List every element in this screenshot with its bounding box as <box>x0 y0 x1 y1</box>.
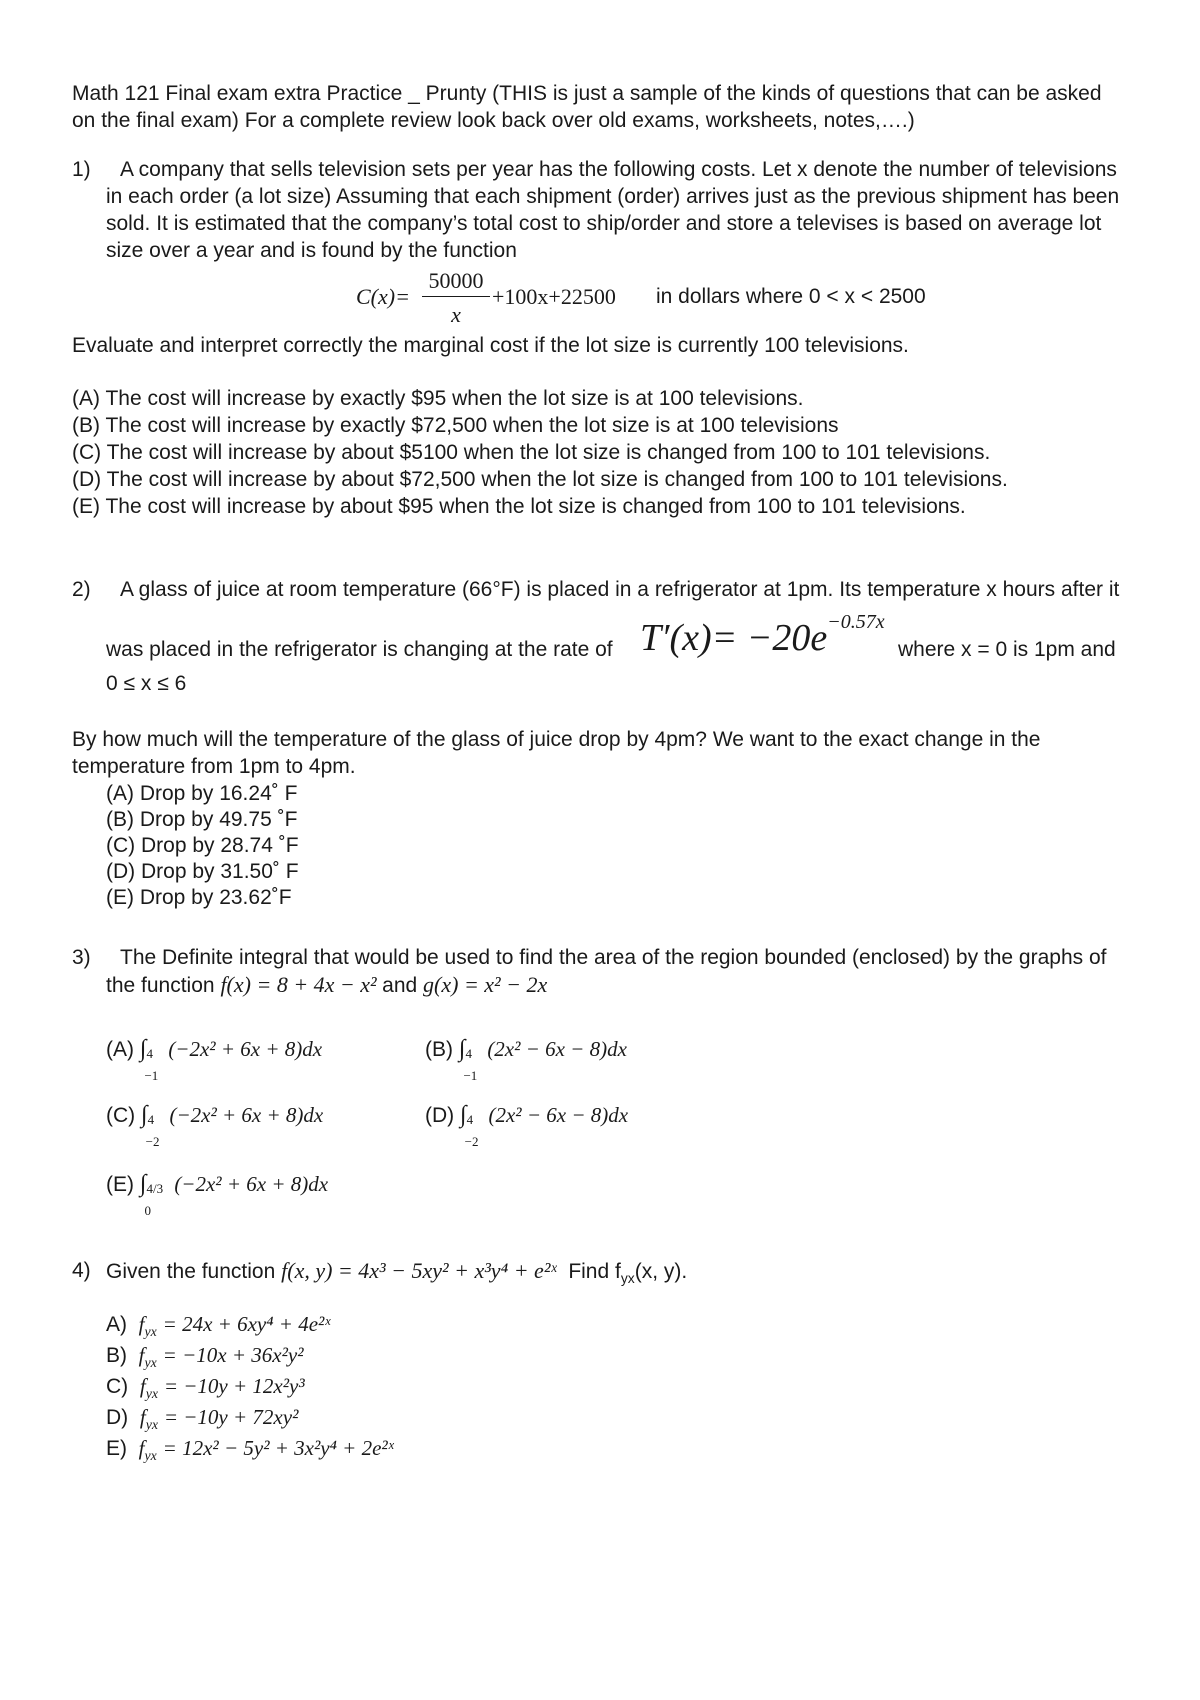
question-text-line: size over a year and is found by the function <box>106 239 517 262</box>
question-number: 1) <box>72 158 91 181</box>
f-symbol: f <box>139 1405 146 1429</box>
header-line-2: on the final exam) For a complete review look back over old exams, worksheets, notes,….) <box>72 109 915 132</box>
choice-e[interactable] <box>106 1435 394 1462</box>
upper-limit: 4 <box>146 1046 153 1061</box>
choice-e[interactable] <box>106 1170 329 1218</box>
choice-label: E) <box>106 1437 127 1460</box>
question-number: 2) <box>72 578 91 601</box>
g-expression: g(x) = x² − 2x <box>423 972 548 997</box>
choice-a[interactable] <box>106 1035 323 1083</box>
lower-limit: −2 <box>464 1134 479 1149</box>
question-number: 4) <box>72 1259 91 1282</box>
integrand: (−2x² + 6x + 8)dx <box>174 1172 329 1196</box>
rate-formula <box>640 611 885 666</box>
f-subscript: yx <box>144 1355 157 1371</box>
formula-rest: +100x+22500 <box>492 284 616 309</box>
integrand: (−2x² + 6x + 8)dx <box>168 1037 323 1061</box>
question-prompt: By how much will the temperature of the glass of juice drop by 4pm? We want to the exact change in the <box>72 728 1041 751</box>
text-fragment: Given the function <box>106 1260 276 1283</box>
lower-limit: −1 <box>144 1068 159 1083</box>
choice-label: (E) <box>106 1173 134 1196</box>
formula-domain: in dollars where 0 < x < 2500 <box>656 285 926 308</box>
choice-label: (C) <box>106 1104 136 1127</box>
formula-lhs: C(x)= <box>356 284 410 309</box>
f-symbol: f <box>138 1436 145 1460</box>
integral-sign: ∫ <box>141 1101 148 1128</box>
upper-limit: 4 <box>466 1112 474 1127</box>
choice-a[interactable]: (A) Drop by 16.24˚ F <box>106 782 298 805</box>
choice-label: A) <box>106 1313 127 1336</box>
rate-formula-exponent: −0.57x <box>827 611 885 633</box>
question-number: 3) <box>72 946 91 969</box>
upper-limit: 4/3 <box>146 1181 164 1196</box>
integrand: (−2x² + 6x + 8)dx <box>169 1103 324 1127</box>
rate-formula-base: T′(x)= −20e <box>640 617 828 659</box>
question-text-line: in each order (a lot size) Assuming that each shipment (order) arrives just as the previous shipment has been <box>106 185 1120 208</box>
f-subscript: yx <box>145 1386 158 1402</box>
choice-d[interactable]: (D) Drop by 31.50˚ F <box>106 860 299 883</box>
choice-b[interactable] <box>106 1342 304 1369</box>
integral-sign: ∫ <box>139 1170 147 1197</box>
choice-label: (D) <box>425 1104 455 1127</box>
choice-b[interactable]: (B) Drop by 49.75 ˚F <box>106 808 298 831</box>
integral-sign: ∫ <box>139 1035 147 1062</box>
f-expression: f(x) = 8 + 4x − x² <box>220 972 383 997</box>
choice-expression: = 24x + 6xy⁴ + 4e²ˣ <box>162 1312 331 1336</box>
question-text-line: The Definite integral that would be used to find the area of the region bounded (enclosed) by the graphs of <box>120 946 1107 969</box>
text-fragment: Find f <box>568 1260 621 1283</box>
lower-limit: −2 <box>145 1134 160 1149</box>
choice-a[interactable]: (A) The cost will increase by exactly $95 when the lot size is at 100 televisions. <box>72 387 804 410</box>
question-text-line <box>106 1257 687 1285</box>
question-text-line: was placed in the refrigerator is changing at the rate of <box>106 638 613 661</box>
f-symbol: f <box>138 1312 145 1336</box>
choice-expression: = −10x + 36x²y² <box>162 1343 304 1367</box>
choice-d[interactable] <box>425 1101 629 1149</box>
question-text-line: where x = 0 is 1pm and <box>898 638 1116 661</box>
integrand: (2x² − 6x − 8)dx <box>487 1037 627 1061</box>
choice-expression: = −10y + 72xy² <box>163 1405 299 1429</box>
integral-sign: ∫ <box>458 1035 466 1062</box>
choice-expression: = 12x² − 5y² + 3x²y⁴ + 2e²ˣ <box>162 1436 394 1460</box>
derivative-symbol <box>139 1374 158 1402</box>
lower-limit: 0 <box>144 1203 151 1218</box>
text-fragment: and <box>382 974 418 997</box>
question-text-line: A glass of juice at room temperature (66°F) is placed in a refrigerator at 1pm. Its temperature x hours after it <box>120 578 1120 601</box>
choice-c[interactable]: (C) The cost will increase by about $5100 when the lot size is changed from 100 to 101 televisions. <box>72 441 991 464</box>
choice-label: (A) <box>106 1038 134 1061</box>
f-symbol: f <box>139 1374 146 1398</box>
function-expression: f(x, y) = 4x³ − 5xy² + x³y⁴ + e²ˣ <box>281 1258 557 1283</box>
choice-label: B) <box>106 1344 127 1367</box>
text-fragment: (x, y). <box>634 1260 688 1283</box>
question-text-line <box>106 971 547 999</box>
choice-d[interactable]: (D) The cost will increase by about $72,500 when the lot size is changed from 100 to 101 televisions. <box>72 468 1008 491</box>
choice-a[interactable] <box>106 1311 330 1338</box>
choice-c[interactable] <box>106 1373 305 1400</box>
f-subscript: yx <box>145 1417 158 1433</box>
choice-c[interactable]: (C) Drop by 28.74 ˚F <box>106 834 299 857</box>
question-prompt: temperature from 1pm to 4pm. <box>72 755 356 778</box>
domain-line: 0 ≤ x ≤ 6 <box>106 672 187 695</box>
choice-b[interactable] <box>425 1035 627 1083</box>
choice-label: C) <box>106 1375 129 1398</box>
f-subscript: yx <box>144 1324 157 1340</box>
lower-limit: −1 <box>463 1068 478 1083</box>
f-subscript: yx <box>144 1448 157 1464</box>
integrand: (2x² − 6x − 8)dx <box>488 1103 629 1127</box>
derivative-symbol <box>138 1436 157 1464</box>
choice-e[interactable]: (E) Drop by 23.62˚F <box>106 886 292 909</box>
formula-numerator: 50000 <box>428 268 484 293</box>
derivative-symbol <box>139 1405 158 1433</box>
choice-c[interactable] <box>106 1101 324 1149</box>
question-text-line: A company that sells television sets per year has the following costs. Let x denote the number of televisions <box>120 158 1117 181</box>
choice-expression: = −10y + 12x²y³ <box>163 1374 305 1398</box>
choice-b[interactable]: (B) The cost will increase by exactly $72,500 when the lot size is at 100 televisions <box>72 414 839 437</box>
integral-sign: ∫ <box>460 1101 467 1128</box>
question-prompt: Evaluate and interpret correctly the marginal cost if the lot size is currently 100 televisions. <box>72 334 909 357</box>
choice-d[interactable] <box>106 1404 298 1431</box>
upper-limit: 4 <box>147 1112 155 1127</box>
fraction-bar <box>422 296 490 297</box>
formula-denominator: x <box>451 302 461 327</box>
question-text-line: sold. It is estimated that the company’s total cost to ship/order and store a televises is based on average lot <box>106 212 1102 235</box>
text-fragment: the function <box>106 974 215 997</box>
derivative-symbol <box>138 1312 157 1340</box>
subscript: yx <box>620 1270 635 1287</box>
upper-limit: 4 <box>465 1046 472 1061</box>
header-line-1: Math 121 Final exam extra Practice _ Prunty (THIS is just a sample of the kinds of questions that can be asked <box>72 82 1102 105</box>
choice-e[interactable]: (E) The cost will increase by about $95 when the lot size is changed from 100 to 101 televisions. <box>72 495 966 518</box>
f-symbol: f <box>138 1343 145 1367</box>
choice-label: (B) <box>425 1038 453 1061</box>
choice-label: D) <box>106 1406 129 1429</box>
derivative-symbol <box>138 1343 157 1371</box>
